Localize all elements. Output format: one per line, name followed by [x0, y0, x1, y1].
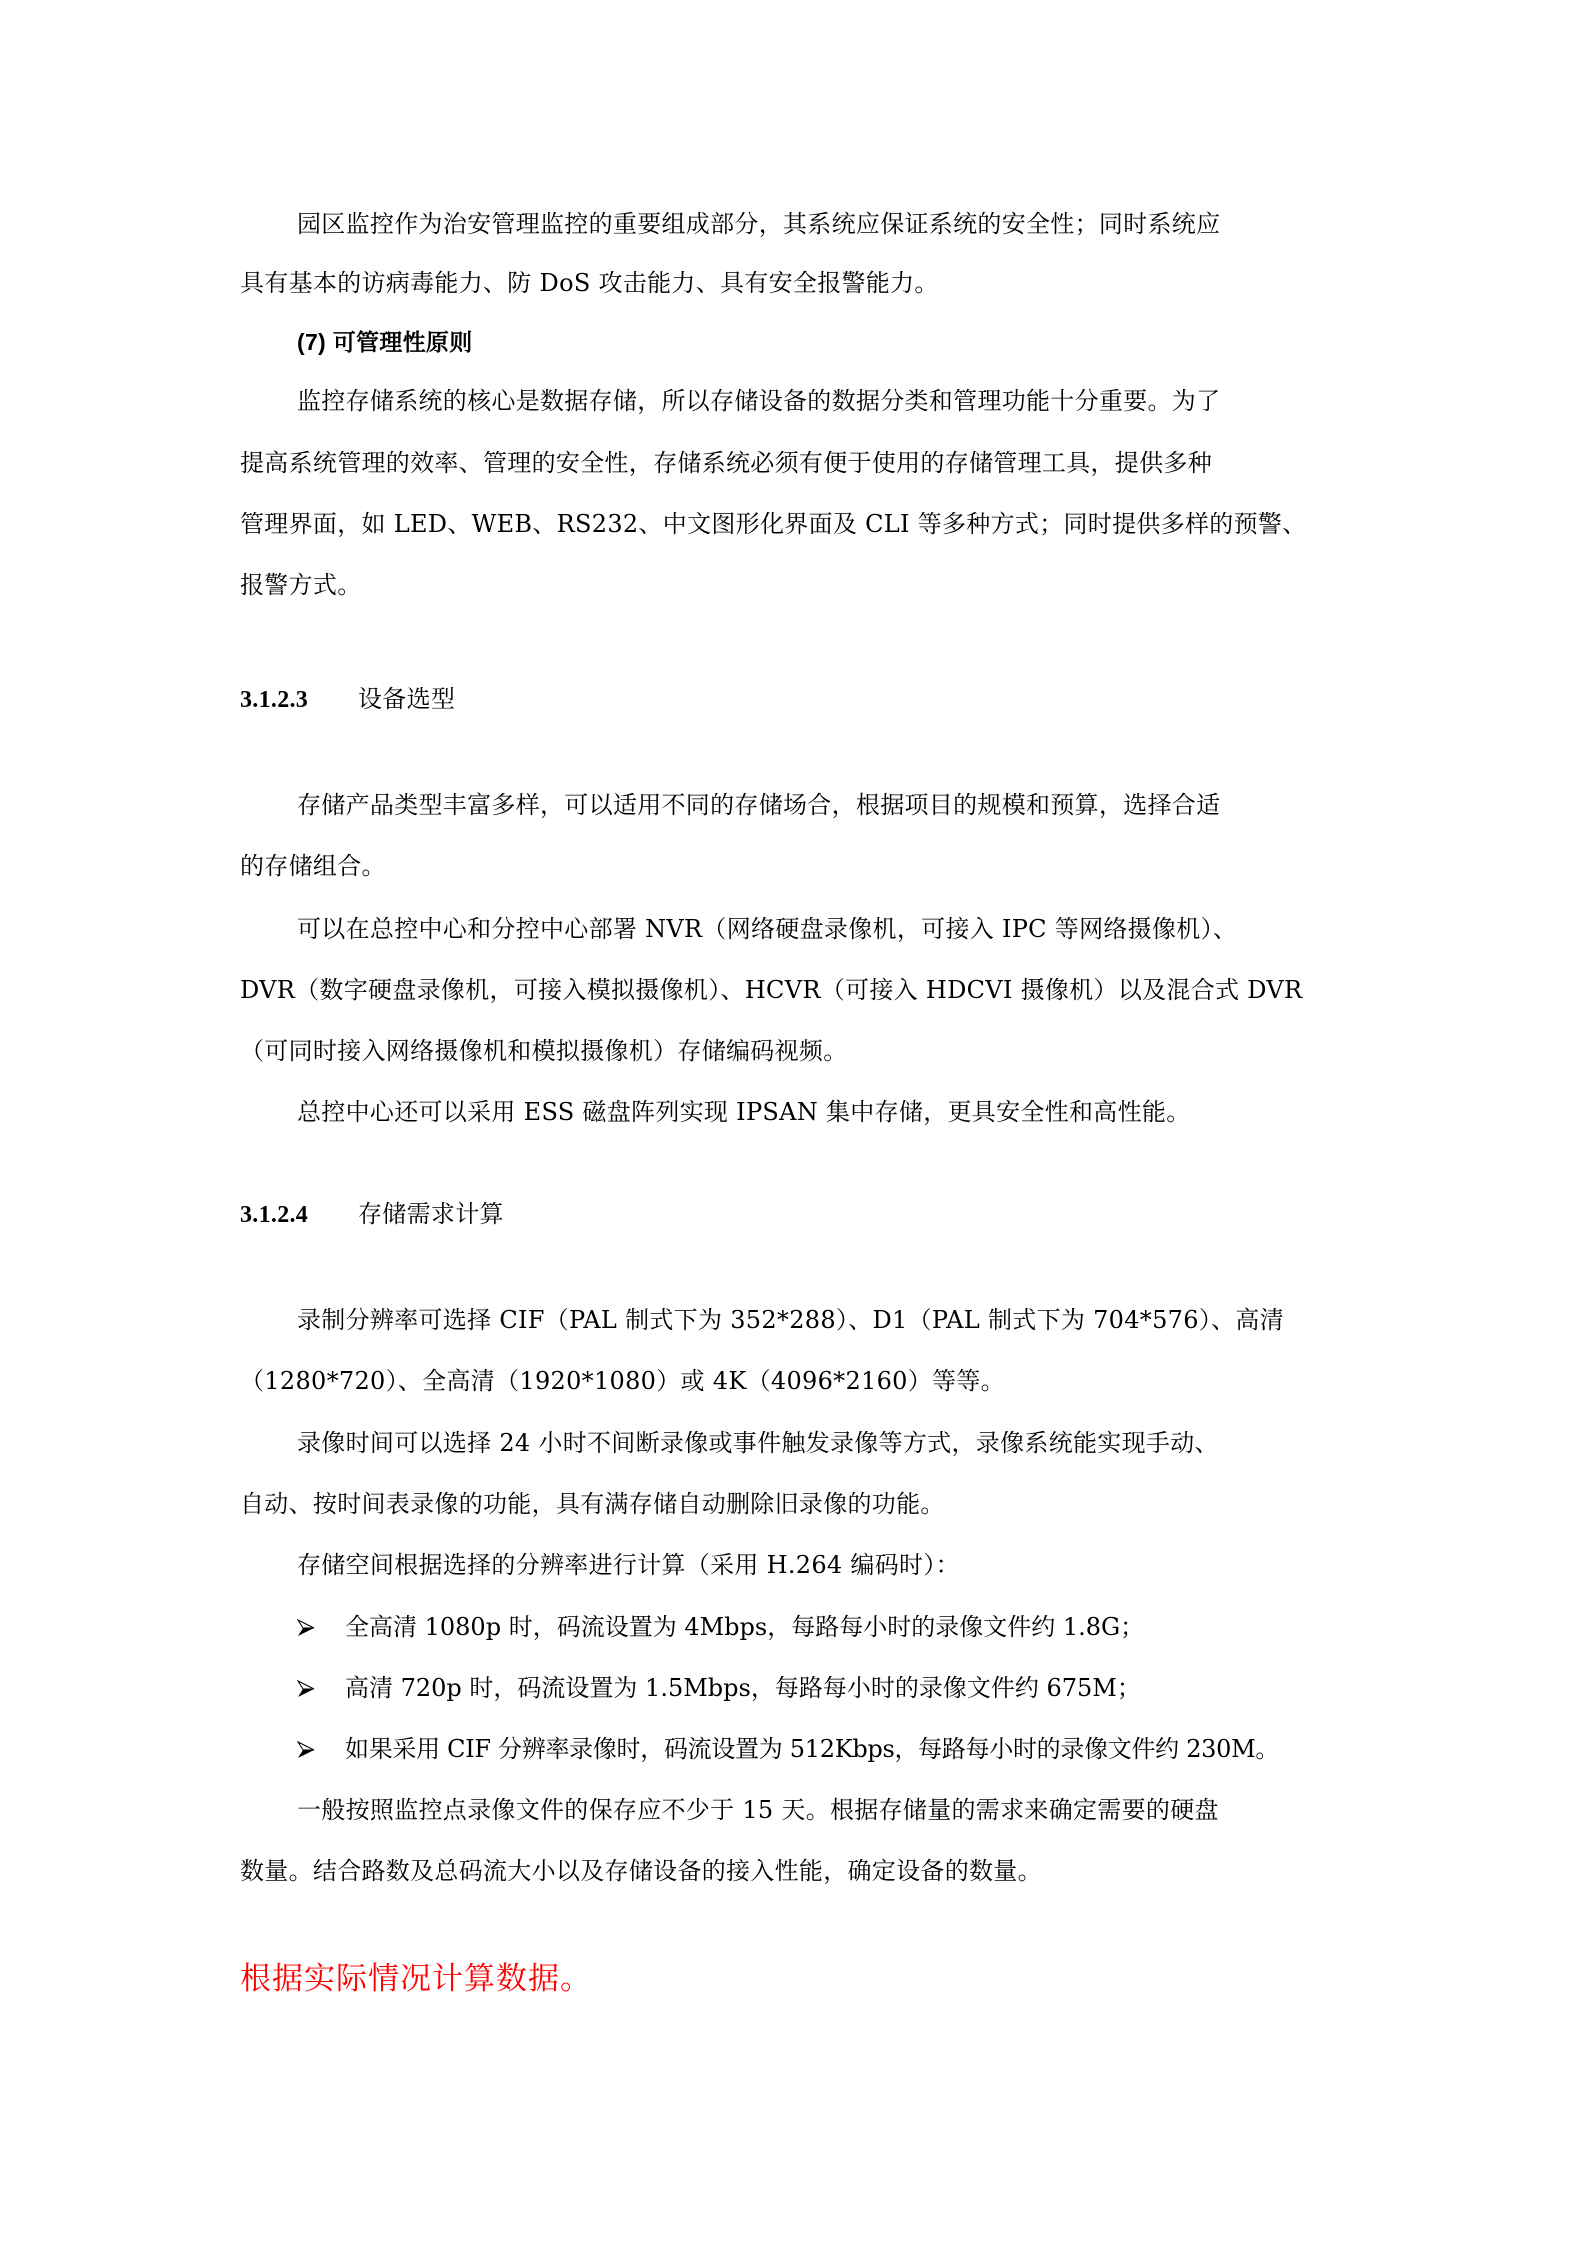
device-selection-p3-line-1: 总控中心还可以采用 ESS 磁盘阵列实现 IPSAN 集中存储，更具安全性和高性能。 [297, 1098, 1191, 1126]
device-selection-p2-line-1: 可以在总控中心和分控中心部署 NVR（网络硬盘录像机，可接入 IPC 等网络摄像机）、 [297, 915, 1238, 943]
section-title: 存储需求计算 [358, 1200, 504, 1228]
principle-7-heading: (7) 可管理性原则 [297, 329, 473, 355]
storage-calc-p4-line-1: 一般按照监控点录像文件的保存应不少于 15 天。根据存储量的需求来确定需要的硬盘 [297, 1796, 1219, 1824]
storage-calc-p3-line-1: 存储空间根据选择的分辨率进行计算（采用 H.264 编码时）： [297, 1551, 960, 1579]
bullet-text: 如果采用 CIF 分辨率录像时，码流设置为 512Kbps，每路每小时的录像文件约 230M。 [345, 1735, 1280, 1763]
section-title: 设备选型 [358, 685, 456, 713]
bullet-item-1080p [297, 1612, 1144, 1642]
security-paragraph-line-1: 园区监控作为治安管理监控的重要组成部分，其系统应保证系统的安全性；同时系统应 [297, 210, 1221, 238]
manageability-line-4: 报警方式。 [240, 571, 362, 599]
manageability-line-1: 监控存储系统的核心是数据存储，所以存储设备的数据分类和管理功能十分重要。为了 [297, 387, 1221, 415]
device-selection-p2-line-3: （可同时接入网络摄像机和模拟摄像机）存储编码视频。 [240, 1037, 848, 1065]
bullet-text: 全高清 1080p 时，码流设置为 4Mbps，每路每小时的录像文件约 1.8G； [345, 1613, 1145, 1641]
storage-calc-p1-line-1: 录制分辨率可选择 CIF（PAL 制式下为 352*288）、D1（PAL 制式下为 704*576）、高清 [297, 1306, 1285, 1334]
storage-calc-p4-line-2: 数量。结合路数及总码流大小以及存储设备的接入性能，确定设备的数量。 [240, 1857, 1042, 1885]
device-selection-p1-line-1: 存储产品类型丰富多样，可以适用不同的存储场合，根据项目的规模和预算，选择合适 [297, 791, 1221, 819]
arrowhead-bullet-icon [297, 1736, 315, 1754]
red-note: 根据实际情况计算数据。 [240, 1961, 592, 1997]
section-3123-heading [240, 684, 455, 715]
arrowhead-bullet-icon [297, 1675, 315, 1693]
security-paragraph-line-2: 具有基本的访病毒能力、防 DoS 攻击能力、具有安全报警能力。 [240, 269, 939, 297]
section-number: 3.1.2.4 [240, 1202, 309, 1228]
section-number: 3.1.2.3 [240, 687, 309, 713]
bullet-item-cif [297, 1734, 1279, 1764]
device-selection-p1-line-2: 的存储组合。 [240, 852, 386, 880]
storage-calc-p1-line-2: （1280*720）、全高清（1920*1080）或 4K（4096*2160）等等。 [240, 1367, 1005, 1395]
storage-calc-p2-line-1: 录像时间可以选择 24 小时不间断录像或事件触发录像等方式，录像系统能实现手动、 [297, 1429, 1219, 1457]
manageability-line-2: 提高系统管理的效率、管理的安全性，存储系统必须有便于使用的存储管理工具，提供多种 [240, 449, 1212, 477]
bullet-text: 高清 720p 时，码流设置为 1.5Mbps，每路每小时的录像文件约 675M； [345, 1674, 1141, 1702]
bullet-item-720p [297, 1673, 1141, 1703]
device-selection-p2-line-2: DVR（数字硬盘录像机，可接入模拟摄像机）、HCVR（可接入 HDCVI 摄像机）以及混合式 DVR [240, 976, 1303, 1004]
arrowhead-bullet-icon [297, 1614, 315, 1632]
manageability-line-3: 管理界面，如 LED、WEB、RS232、中文图形化界面及 CLI 等多种方式；同时提供多样的预警、 [240, 510, 1307, 538]
storage-calc-p2-line-2: 自动、按时间表录像的功能，具有满存储自动删除旧录像的功能。 [240, 1490, 945, 1518]
section-3124-heading [240, 1199, 504, 1230]
